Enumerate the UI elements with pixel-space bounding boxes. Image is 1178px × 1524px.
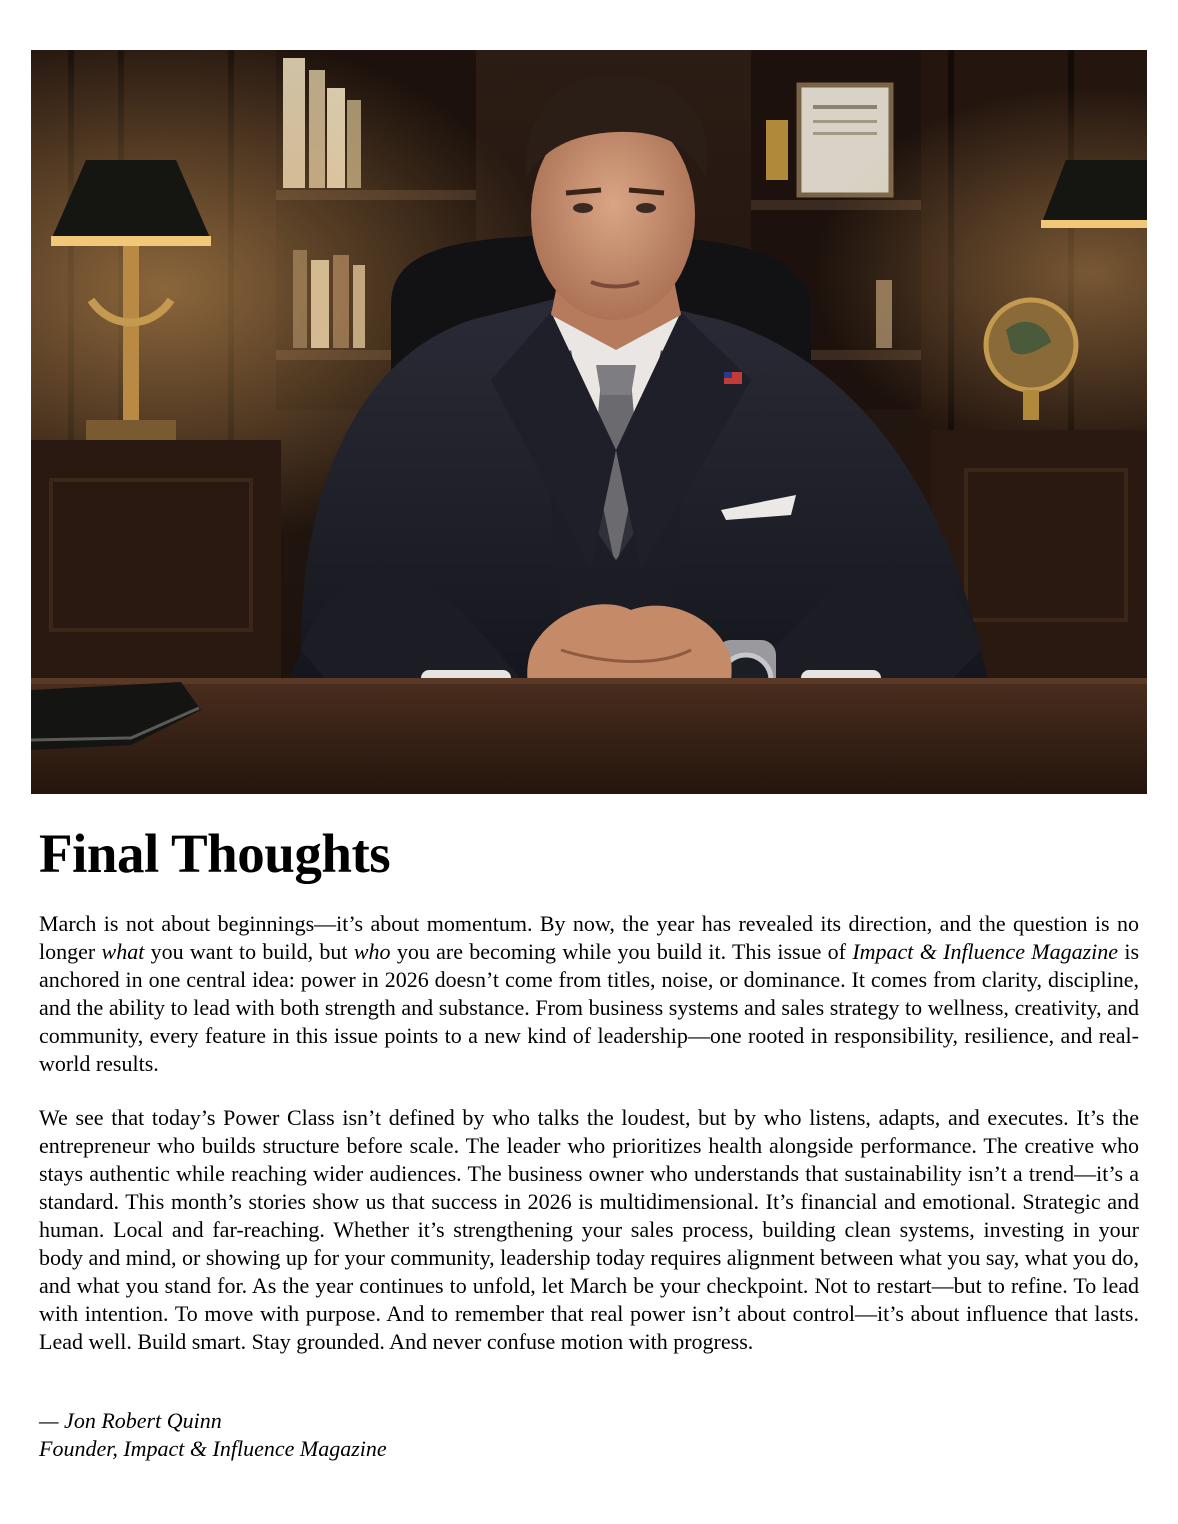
italic-text-run: Impact & Influence Magazine bbox=[852, 939, 1119, 964]
text-run: you want to build, but bbox=[144, 939, 354, 964]
author-name: — Jon Robert Quinn bbox=[39, 1408, 222, 1433]
text-run: is anchored in one central idea: power in 2026 doesn’t come from titles, noise, or dominance. It comes from clarity, discipline, and the ability to lead with both strength and substance. From business systems and sales strategy to wellness, creativity, and community, every feature in this issue points to a new kind of leadership—one rooted in responsibility, resilience, and real-world results. bbox=[39, 939, 1140, 1076]
hero-photo bbox=[31, 50, 1147, 794]
article-body bbox=[39, 910, 1139, 1382]
italic-text-run: who bbox=[353, 939, 391, 964]
article-paragraph bbox=[39, 910, 1139, 1078]
signature-block bbox=[39, 1407, 387, 1463]
portrait-photo-icon bbox=[31, 50, 1147, 794]
italic-text-run: what bbox=[101, 939, 145, 964]
text-run: you are becoming while you build it. This issue of bbox=[390, 939, 853, 964]
author-role: Founder, Impact & Influence Magazine bbox=[39, 1436, 387, 1461]
text-run: March is not about beginnings—it’s about momentum. By now, the year has revealed its direction, and the question is no longer bbox=[39, 911, 1139, 964]
page-title: Final Thoughts bbox=[39, 823, 391, 884]
text-run: We see that today’s Power Class isn’t defined by who talks the loudest, but by who listens, adapts, and executes. It’s the entrepreneur who builds structure before scale. The leader who prioritizes health alongside performance. The creative who stays authentic while reaching wider audiences. The business owner who understands that sustainability isn’t a trend—it’s a standard. This month’s stories show us that success in 2026 is multidimensional. It’s financial and emotional. Strategic and human. Local and far-reaching. Whether it’s strengthening your sales process, building clean systems, investing in your body and mind, or showing up for your community, leadership today requires alignment between what you say, what you do, and what you stand for. As the year continues to unfold, let March be your checkpoint. Not to restart—but to refine. To lead with intention. To move with purpose. And to remember that real power isn’t about control—it’s about influence that lasts. Lead well. Build smart. Stay grounded. And never confuse motion with progress. bbox=[39, 1105, 1139, 1354]
article-paragraph bbox=[39, 1104, 1139, 1356]
